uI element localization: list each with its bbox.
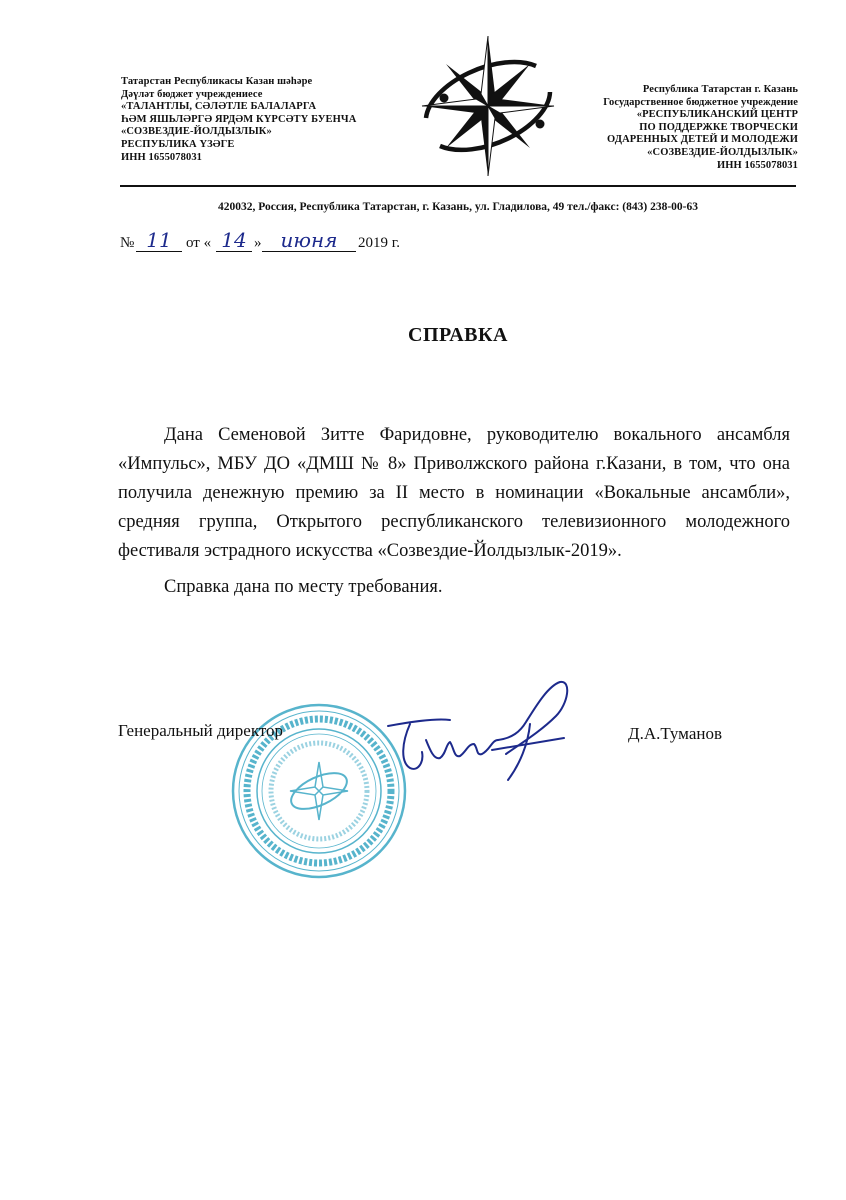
certificate-text: Дана Семеновой Зитте Фаридовне, руководителю вокального ансамбля «Импульс», МБУ ДО «ДМШ № 8» Приволжского района г.Казани, в том, что она получила денежную премию за II место в номинации «Вокальные ансамбли», средняя группа, Открытого республиканского телевизионного молодежного фестиваля эстрадного искусства «Созвездие-Йолдызлык-2019». bbox=[118, 425, 790, 561]
signatory-name: Д.А.Туманов bbox=[628, 724, 722, 743]
certificate-body bbox=[118, 421, 790, 566]
header-left-line: «СОЗВЕЗДИЕ-ЙОЛДЫЗЛЫК» bbox=[121, 126, 272, 138]
header-right-line: ОДАРЕННЫХ ДЕТЕЙ И МОЛОДЕЖИ bbox=[607, 134, 798, 146]
header-left-line: ҺӘМ ЯШЬЛӘРГӘ ЯРДӘМ КҮРСӘТҮ БУЕНЧА bbox=[121, 113, 357, 125]
handwritten-signature-icon bbox=[380, 668, 580, 788]
reference-day: 14 bbox=[221, 228, 247, 252]
reference-year: 2019 г. bbox=[358, 235, 400, 251]
header-right-line: «РЕСПУБЛИКАНСКИЙ ЦЕНТР bbox=[636, 109, 798, 121]
header-divider bbox=[120, 185, 796, 187]
header-left-line: Татарстан Республикасы Казан шәһәре bbox=[121, 76, 313, 87]
certificate-note: Справка дана по месту требования. bbox=[164, 577, 443, 597]
number-label: № bbox=[120, 235, 135, 251]
header-left-line: Дәүләт бюджет учреждениесе bbox=[121, 88, 263, 100]
header-right-line: «СОЗВЕЗДИЕ-ЙОЛДЫЗЛЫК» bbox=[647, 146, 798, 158]
header-left-line: «ТАЛАНТЛЫ, СӘЛӘТЛЕ БАЛАЛАРГА bbox=[121, 101, 317, 113]
reference-number: 11 bbox=[146, 228, 172, 252]
header-left-line: РЕСПУБЛИКА ҮЗӘГЕ bbox=[121, 138, 235, 150]
header-right-line: ПО ПОДДЕРЖКЕ ТВОРЧЕСКИ bbox=[639, 121, 798, 133]
header-left-line: ИНН 1655078031 bbox=[121, 151, 203, 163]
header-right-line: Республика Татарстан г. Казань bbox=[642, 84, 798, 95]
header-right-russian bbox=[560, 84, 798, 172]
header-right-line: Государственное бюджетное учреждение bbox=[603, 96, 798, 108]
header-left-tatar bbox=[121, 76, 421, 164]
document-title: СПРАВКА bbox=[408, 324, 508, 346]
star-compass-logo-icon bbox=[408, 34, 568, 184]
date-quote-close: » bbox=[254, 235, 262, 251]
header-right-line: ИНН 1655078031 bbox=[716, 159, 798, 171]
signatory-role: Генеральный директор bbox=[118, 721, 284, 740]
date-from-label: от « bbox=[186, 235, 212, 251]
organization-address: 420032, Россия, Республика Татарстан, г. Казань, ул. Гладилова, 49 тел./факс: (843) 238-00-63 bbox=[218, 201, 698, 213]
reference-month: июня bbox=[280, 228, 338, 252]
